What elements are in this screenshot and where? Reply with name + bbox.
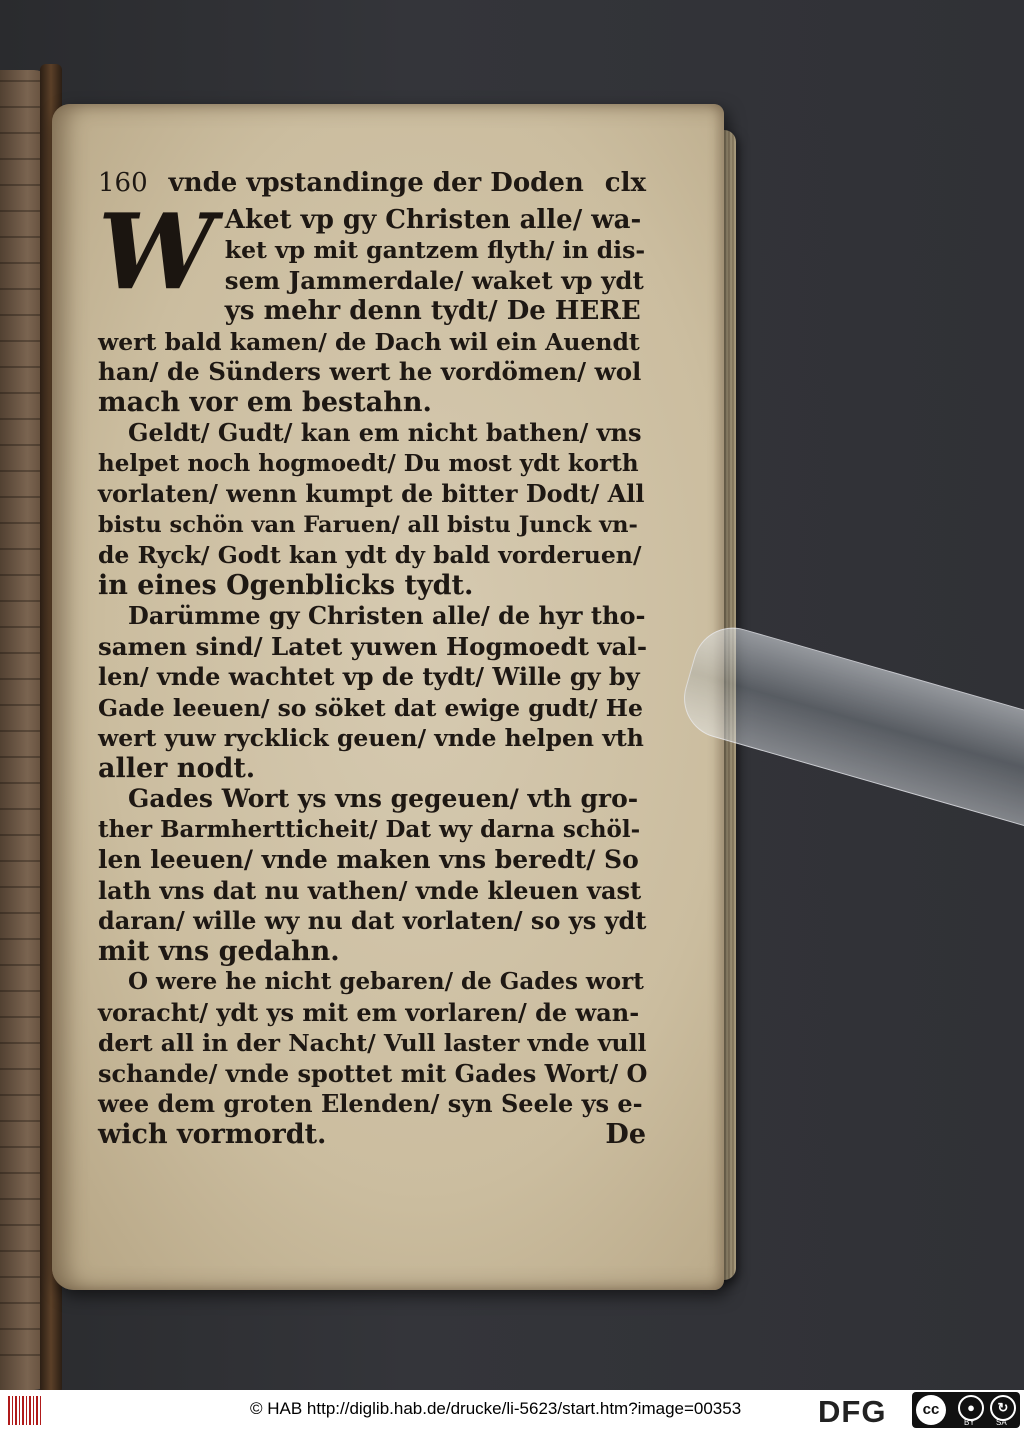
text-line: wich vormordt. — [98, 1118, 327, 1150]
text-line: han/ de Sünders wert he vordömen/ wol — [98, 357, 642, 386]
text-line: wert yuw rycklick geuen/ vnde helpen vth — [98, 724, 644, 752]
header-title: vnde vpstandinge der Doden — [168, 168, 584, 198]
text-line: wert bald kamen/ de Dach wil ein Auendt — [98, 327, 640, 356]
text-line: daran/ wille wy nu dat vorlaten/ so ys ydt — [98, 906, 647, 935]
text-line: mit vns gedahn. — [98, 935, 340, 967]
text-line: ket vp mit gantzem flyth/ in dis- — [224, 236, 646, 264]
text-line: ys mehr denn tydt/ De HERE — [224, 296, 641, 326]
text-line: schande/ vnde spottet mit Gades Wort/ O — [98, 1058, 648, 1088]
text-line: voracht/ ydt ys mit em vorlaren/ de wan- — [98, 997, 640, 1027]
text-line: lath vns dat nu vathen/ vnde kleuen vast — [98, 875, 642, 905]
share-alike-icon: ↻ — [990, 1395, 1016, 1421]
by-label: BY — [964, 1418, 975, 1427]
cc-icon: cc — [916, 1395, 946, 1425]
text-line: Darümme gy Christen alle/ de hyr tho- — [128, 601, 646, 630]
text-line: ther Barmhertticheit/ Dat wy darna schöl- — [98, 815, 641, 843]
folio-number: clx — [604, 168, 646, 198]
page-number: 160 — [98, 168, 148, 198]
text-line: len/ vnde wachtet vp de tydt/ Wille gy by — [98, 662, 640, 691]
text-line: O were he nicht gebaren/ de Gades wort — [128, 968, 644, 995]
text-line: aller nodt. — [98, 752, 256, 784]
text-line: Aket vp gy Christen alle/ wa- — [224, 204, 642, 235]
cc-license-badge[interactable] — [912, 1392, 1020, 1428]
text-line: samen sind/ Latet yuwen Hogmoedt val- — [98, 631, 648, 661]
running-header — [98, 168, 646, 199]
text-line: bistu schön van Faruen/ all bistu Junck vn- — [98, 511, 638, 538]
footer-bar — [0, 1390, 1024, 1431]
catchword: De — [605, 1119, 646, 1150]
stanza-3 — [98, 601, 646, 784]
copyright-link[interactable]: © HAB http://diglib.hab.de/drucke/li-5623/start.htm?image=00353 — [250, 1399, 742, 1418]
text-line: helpet noch hogmoedt/ Du most ydt korth — [98, 449, 639, 477]
text-line: vorlaten/ wenn kumpt de bitter Dodt/ All — [98, 479, 645, 508]
text-line: len leeuen/ vnde maken vns beredt/ So — [98, 845, 639, 874]
text-line: wee dem groten Elenden/ syn Seele ys e- — [98, 1089, 643, 1118]
page-text — [98, 168, 646, 1151]
text-line: Gade leeuen/ so söket dat ewige gudt/ He — [98, 693, 643, 722]
text-line: mach vor em bestahn. — [98, 386, 432, 418]
drop-capital: W — [98, 189, 215, 313]
stanza-1 — [98, 189, 646, 419]
sa-label: SA — [996, 1418, 1007, 1427]
text-line: Geldt/ Gudt/ kan em nicht bathen/ vns — [128, 418, 642, 447]
text-line: Gades Wort ys vns gegeuen/ vth gro- — [128, 784, 639, 813]
dfg-logo[interactable]: DFG — [818, 1394, 887, 1429]
text-line: de Ryck/ Godt kan ydt dy bald vorderuen/ — [98, 541, 642, 569]
stanza-4 — [98, 784, 646, 967]
stanza-2 — [98, 418, 646, 601]
text-line: sem Jammerdale/ waket vp ydt — [224, 265, 644, 295]
library-barcode-icon — [8, 1396, 42, 1425]
text-line: dert all in der Nacht/ Vull laster vnde vull — [98, 1029, 647, 1057]
person-icon: ● — [958, 1395, 984, 1421]
text-line: in eines Ogenblicks tydt. — [98, 569, 474, 601]
